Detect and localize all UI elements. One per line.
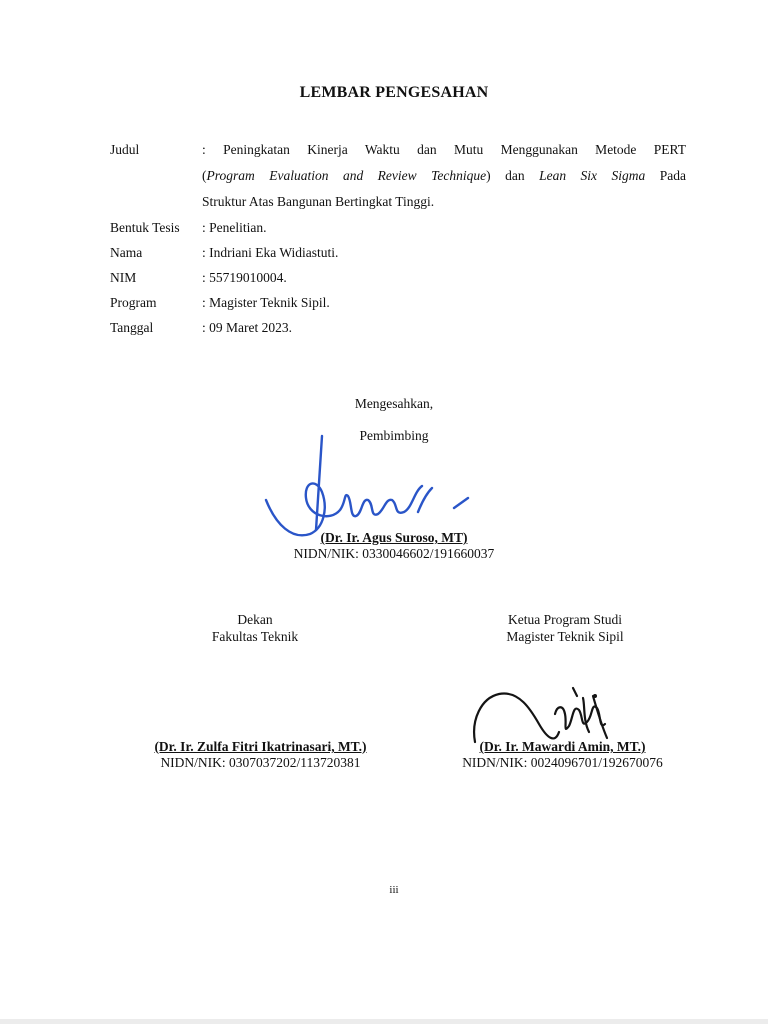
judul-connector: ) dan: [486, 168, 540, 183]
nama-value: : Indriani Eka Widiastuti.: [202, 245, 339, 260]
nama-label: Nama: [110, 245, 143, 260]
judul-line-3: Struktur Atas Bangunan Bertingkat Tinggi.: [202, 194, 435, 209]
program-label: Program: [110, 295, 157, 310]
nim-label: NIM: [110, 270, 137, 285]
page-bottom-edge: [0, 1019, 768, 1024]
judul-paren-open: (: [202, 168, 207, 183]
kaprodi-nidn: NIDN/NIK: 0024096701/192670076: [462, 755, 663, 770]
mengesahkan-label: Mengesahkan,: [354, 396, 434, 411]
page-number: iii: [389, 884, 399, 896]
dekan-role-2: Fakultas Teknik: [211, 629, 299, 644]
program-value: : Magister Teknik Sipil.: [202, 295, 330, 310]
pembimbing-signature: [258, 430, 478, 545]
tanggal-label: Tanggal: [110, 320, 154, 335]
bentuk-label: Bentuk Tesis: [110, 220, 180, 235]
kaprodi-role-2: Magister Teknik Sipil: [506, 629, 624, 644]
dekan-name-text: (Dr. Ir. Zulfa Fitri Ikatrinasari, MT.): [154, 739, 367, 754]
bentuk-value: : Penelitian.: [202, 220, 267, 235]
pembimbing-name-text: (Dr. Ir. Agus Suroso, MT): [320, 530, 468, 545]
judul-pada: Pada: [645, 168, 686, 183]
judul-italic-pert: Program Evaluation and Review Technique: [206, 168, 487, 183]
nim-value: : 55719010004.: [202, 270, 287, 285]
judul-line-1: : Peningkatan Kinerja Waktu dan Mutu Menggunakan Metode PERT: [202, 142, 686, 157]
judul-line-2: [202, 168, 686, 184]
pembimbing-name: [0, 530, 768, 546]
dekan-role-1: Dekan: [237, 612, 273, 627]
dekan-nidn: NIDN/NIK: 0307037202/113720381: [160, 755, 361, 770]
kaprodi-role-1: Ketua Program Studi: [508, 612, 622, 627]
judul-italic-lss: Lean Six Sigma: [539, 168, 646, 183]
kaprodi-name-text: (Dr. Ir. Mawardi Amin, MT.): [479, 739, 646, 754]
pembimbing-nidn: NIDN/NIK: 0330046602/191660037: [293, 546, 495, 561]
dekan-name: [118, 739, 403, 755]
tanggal-value: : 09 Maret 2023.: [202, 320, 292, 335]
page-title: LEMBAR PENGESAHAN: [299, 84, 489, 101]
judul-label: Judul: [110, 142, 140, 157]
kaprodi-name: [420, 739, 705, 755]
pembimbing-role: Pembimbing: [359, 428, 429, 443]
